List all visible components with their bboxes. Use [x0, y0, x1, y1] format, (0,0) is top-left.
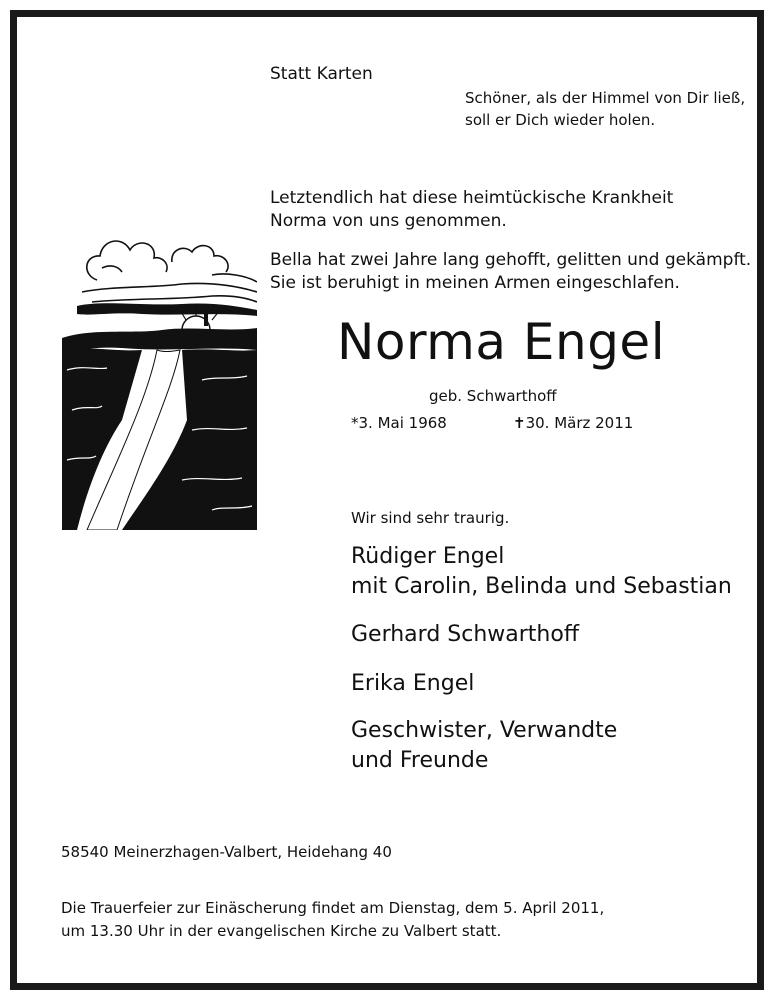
cross-icon: ✝: [513, 414, 526, 432]
landscape-path-illustration: [62, 220, 257, 530]
intro-para1-line1: Letztendlich hat diese heimtückische Krankheit: [270, 188, 674, 208]
intro-para1-line2: Norma von uns genommen.: [270, 211, 507, 231]
mourner-group-1-line-1: Rüdiger Engel: [351, 544, 505, 569]
birth-name: geb. Schwarthoff: [429, 387, 557, 405]
deceased-name: Norma Engel: [337, 313, 666, 371]
mourner-group-4-line-1: Geschwister, Verwandte: [351, 718, 618, 743]
ceremony-line-2: um 13.30 Uhr in der evangelischen Kirche zu Valbert statt.: [61, 922, 502, 940]
mourner-group-1-line-2: mit Carolin, Belinda und Sebastian: [351, 574, 732, 599]
intro-para2-line1: Bella hat zwei Jahre lang gehofft, gelitten und gekämpft.: [270, 250, 752, 270]
birth-date: *3. Mai 1968: [351, 414, 447, 432]
quote-line-2: soll er Dich wieder holen.: [465, 111, 656, 129]
obituary-frame: [10, 10, 764, 990]
statt-karten: Statt Karten: [270, 64, 373, 84]
ceremony-line-1: Die Trauerfeier zur Einäscherung findet am Dienstag, dem 5. April 2011,: [61, 899, 605, 917]
mourner-group-2: Gerhard Schwarthoff: [351, 622, 579, 647]
death-date: 30. März 2011: [525, 414, 634, 432]
quote-line-1: Schöner, als der Himmel von Dir ließ,: [465, 89, 746, 107]
address: 58540 Meinerzhagen-Valbert, Heidehang 40: [61, 843, 392, 861]
mourner-group-4-line-2: und Freunde: [351, 748, 489, 773]
mourner-group-3: Erika Engel: [351, 671, 475, 696]
death-date-group: [513, 412, 633, 434]
mourners-intro: Wir sind sehr traurig.: [351, 509, 510, 527]
intro-para2-line2: Sie ist beruhigt in meinen Armen eingeschlafen.: [270, 273, 680, 293]
